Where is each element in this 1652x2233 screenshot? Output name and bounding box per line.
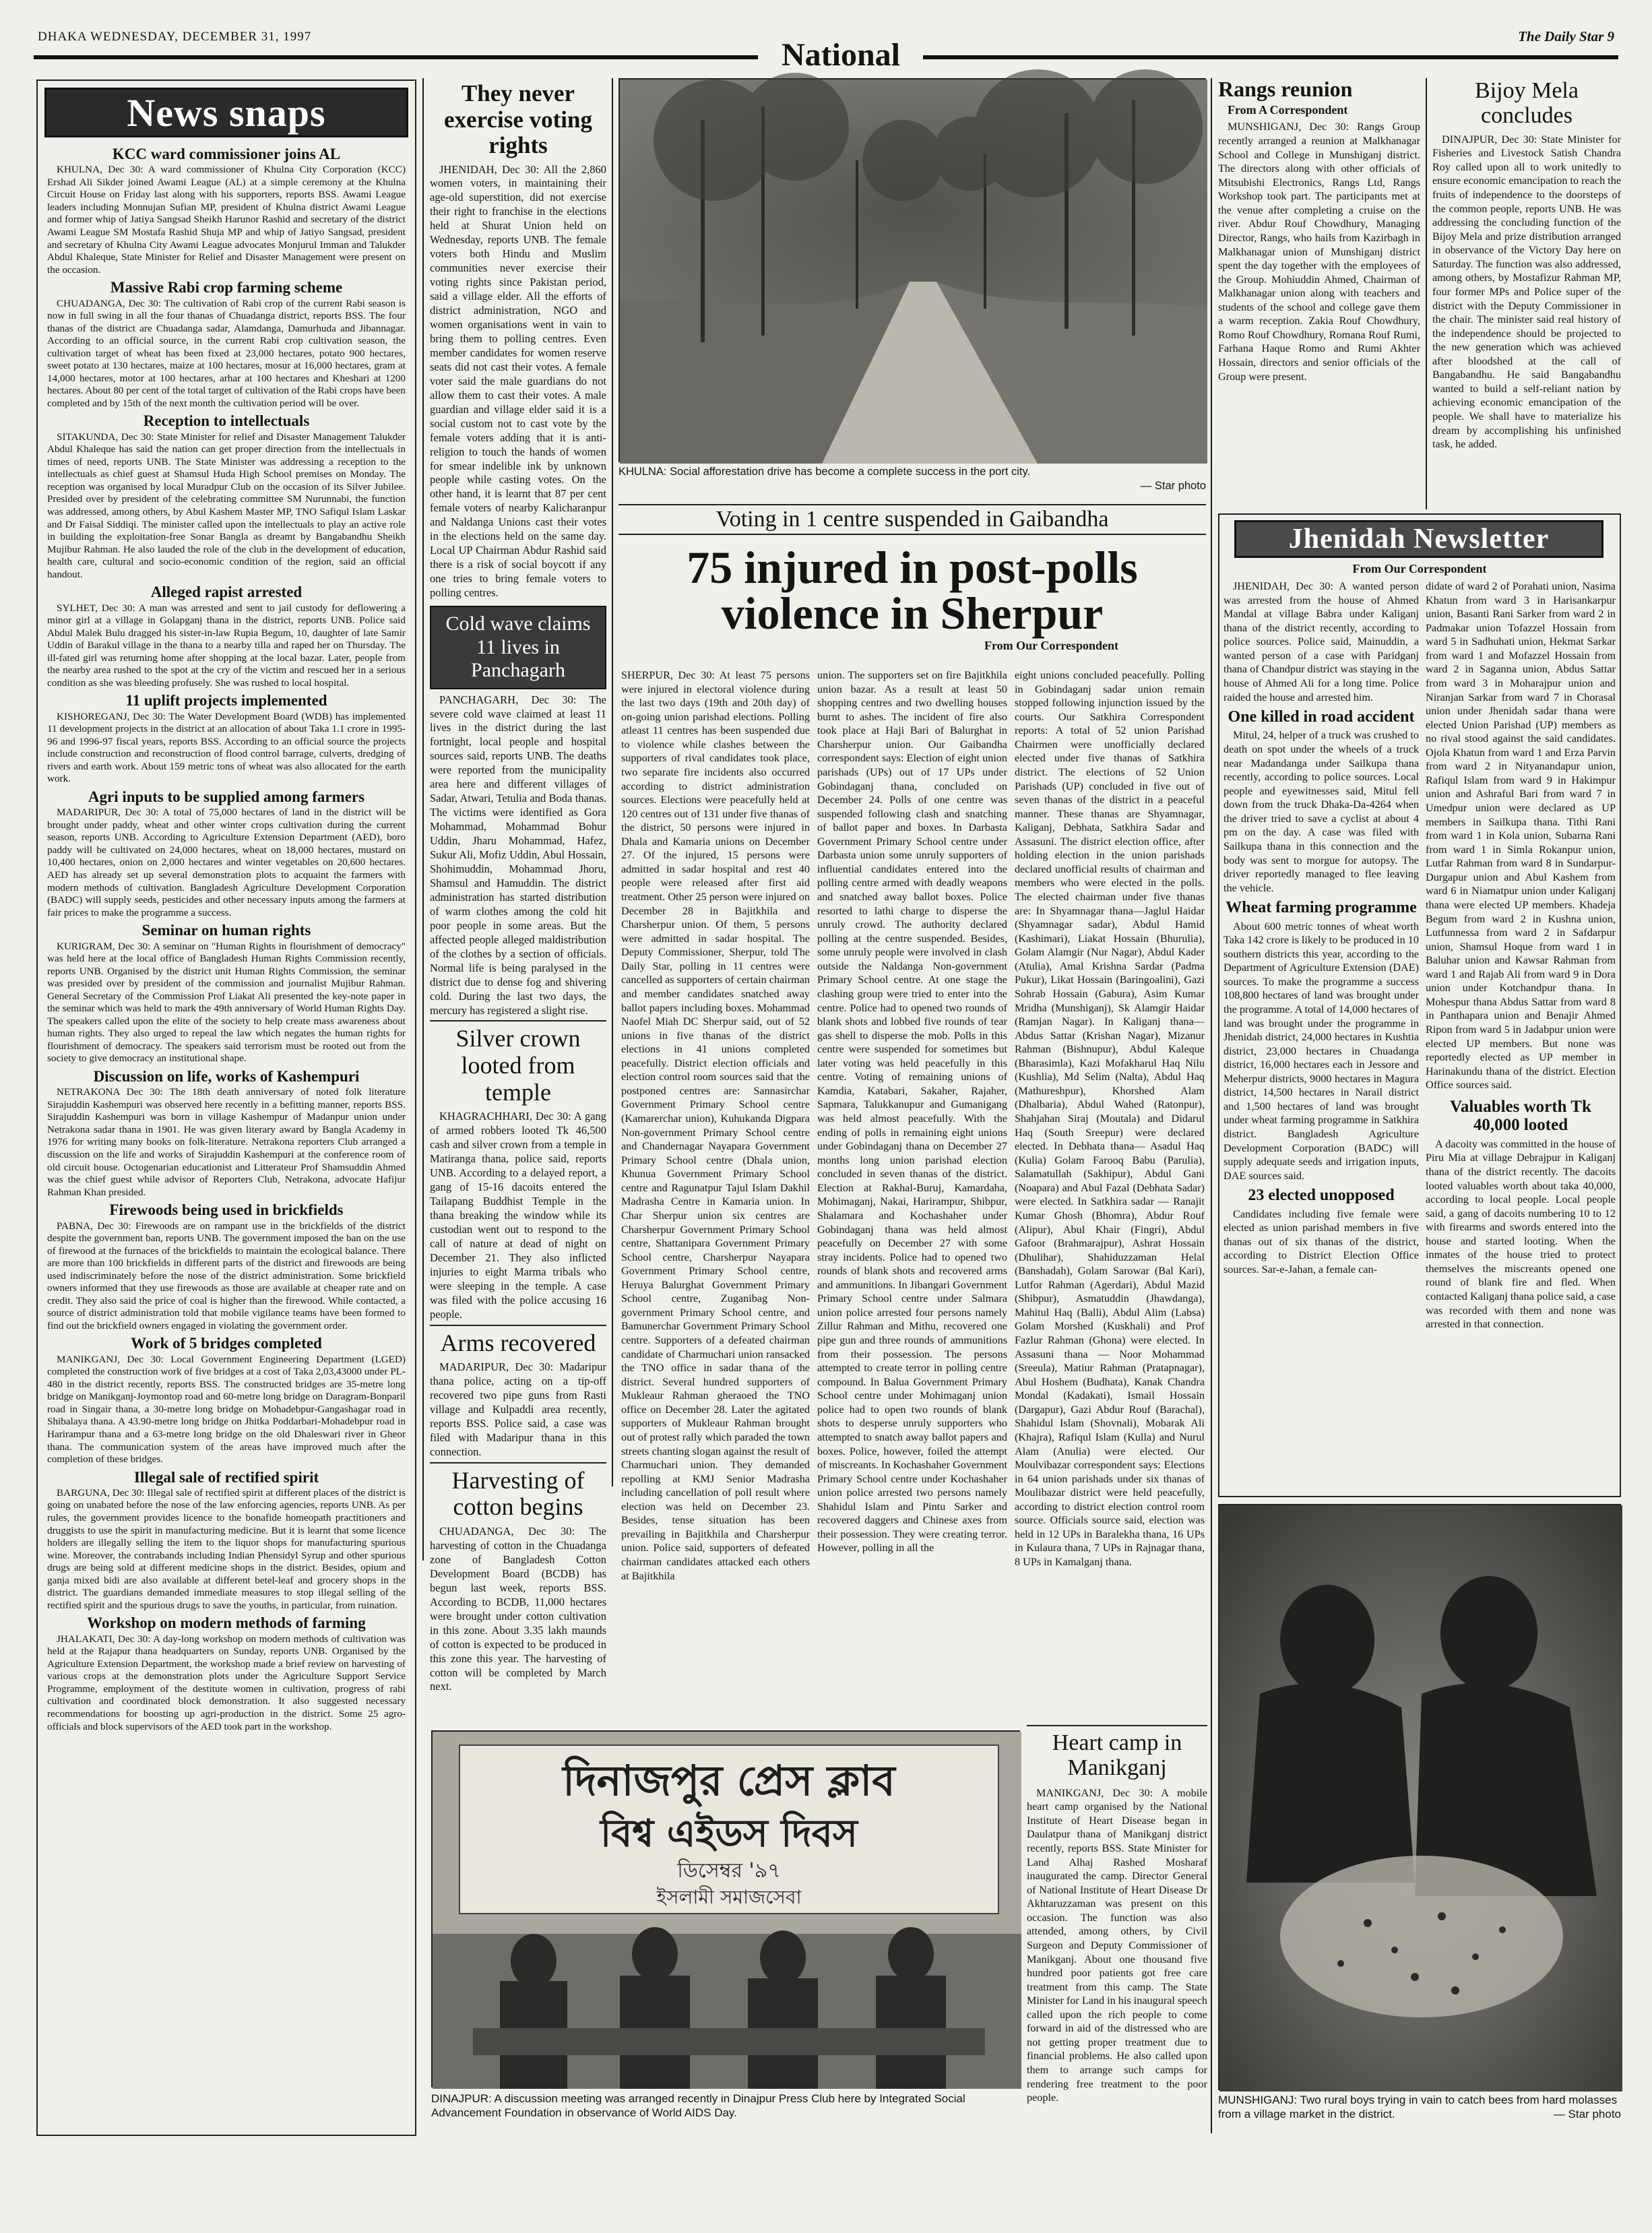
column-rule-1 bbox=[422, 78, 424, 1561]
khulna-photo-image bbox=[620, 80, 1207, 464]
snap-body: SITAKUNDA, Dec 30: State Minister for relief and Disaster Management Talukder Abdul Khaleque has said the nation can get proper direction from the intellectuals in times of need, reports UNB. The State Minister was addressing a reception to the intellectuals as chief guest at Shamsul Huda High School premises on Monday. The reception was organised by local Muradpur Club on the occasion of its Silver Jubilee. Presided over by president of the celebrating committee SM Nurunnabi, the function was addressed, among others, by Abul Kashem Master MP, TNO Safiqul Islam Laskar and Dr Faisal Siddiqi. The minister called upon the intellectuals to play an active role in building the exploitation-free Sonar Bangla as dreamt by Bangabandhu Sheikh Mujibur Rahman. He also lauded the role of the club in the development of education, health care, cultural and socio-economic condition of the region, said an official handout. bbox=[47, 431, 406, 580]
dinajpur-photo bbox=[431, 1730, 1020, 2087]
snap-body: KHULNA, Dec 30: A ward commissioner of Khulna City Corporation (KCC) Ershad Ali Sikder joined Awami League (AL) at a simple ceremony at the Khulna Circuit House on Friday last along with his supporters, reports BSS. Awami League leaders including Monnujan Sufian MP, president of Khulna district Awami League and former whip of Jatiya Sangsad Sheikh Harunor Rashid and secretary of the district Awami League SM Mostafa Rashid Shuja MP and whip of Jatiyo Sangsad, president and secretary of Khulna City Awami League advocates Monjurul Imman and Talukder Abdul Khaleque, State Minister for Relief and Disaster Management were present on the occasion. bbox=[47, 164, 406, 276]
snap-headline: Work of 5 bridges completed bbox=[131, 1335, 322, 1352]
snap-body: KISHOREGANJ, Dec 30: The Water Development Board (WDB) has implemented 11 development projects in the district at an allocation of about Taka 1.1 crore in 1995-96 and 1996-97 fiscal years, reports BSS. According to an official source the projects include construction and reconstruction of flood control barrage, culverts, dredging of rivers and earth work. About 159 metric tons of wheat was also allocated for the earth work. bbox=[47, 710, 406, 785]
masthead-rule-left bbox=[34, 55, 758, 59]
unopposed-headline: 23 elected unopposed bbox=[1248, 1187, 1395, 1205]
column-rule-2 bbox=[612, 78, 613, 1486]
munshiganj-photo bbox=[1218, 1504, 1621, 2090]
snap-headline: Discussion on life, works of Kashempuri bbox=[93, 1067, 360, 1085]
road-accident-body: Mitul, 24, helper of a truck was crushed to death on spot under the wheels of a truck near Madandanga under Sailkupa thana recently, according to police sources. Local people and eyewitnesses said, Mitul fell down from the truck Dhaka-Da-4264 when the driver tried to save a cyclist at about 4 pm on the day. A case was filed with Sailkupa thana in this connection and the body was sent to morgue for autopsy. The driver reportedly managed to flee leaving the vehicle. bbox=[1224, 729, 1419, 894]
snap-body: NETRAKONA Dec 30: The 18th death anniversary of noted folk literature Sirajuddin Kashempuri was observed here recently in a befitting manner, reports BSS. Sirajuddin Kashempuri was born in village Kashempur of Madanpur union under Netrakona sadar thana in 1901. He was given literary award by Bangla Academy in 1976 for writing many books on folk-literature. Netrakona reporters Club arranged a discussion on the life and works of Sirajuddin Kashempuri at the conference room of old circuit house. Octogenarian educationist and Litterateur Prof Shamsuddin Ahmed was the chief guest while advisor of Reporters Club, Netrakona, advocate Hafijur Rahman Khan presided. bbox=[47, 1086, 406, 1198]
khulna-caption bbox=[618, 465, 1206, 493]
valuables-headline: Valuables worth Tk 40,000 looted bbox=[1450, 1097, 1591, 1135]
bijoy-story bbox=[1432, 78, 1621, 509]
snap-body: KURIGRAM, Dec 30: A seminar on "Human Rights in flourishment of democracy" was held here at the local office of Bangladesh Human Rights Commission recently, reports UNB. Organised by the district unit Human Rights Commission, the seminar was presided over by president of the commission and journalist Mujibur Rahman. General Secretary of the Commission Prof Liakat Ali presented the key-note paper in the seminar which was held to mark the 49th anniversary of World Human Rights Day. The speakers called upon the elite of the society to help create mass awareness about human rights. They also urged to repeal the law which negates the human rights for flourishment of democracy. The speakers said terrorism must be rooted out from the society to give democracy an institutional shape. bbox=[47, 940, 406, 1065]
masthead bbox=[34, 27, 1618, 73]
snap-body: CHUADANGA, Dec 30: The cultivation of Rabi crop of the current Rabi season is now in full swing in all the four thanas of Chuadanga district, reports BSS. The four thanas of the district are Chuadanga sadar, Alamdanga, Damurhuda and Jibannagar. According to an official source, in the current Rabi crop cultivation season, the cultivation target of wheat has been fixed at 23,000 hectares, potato 900 hectares, sweet potato at 130 hectares, maize at 100 hectares, mosur at 16,000 hectares, gram at 14,000 hectares, motor at 100 hectares, arhar at 100 hectares and Kheshari at 1200 hectares. About 80 per cent of the total target of cultivation of the Rabi crops have been completed and by 15th of the next month the cultivation period will be over. bbox=[47, 297, 406, 409]
rangs-headline: Rangs reunion bbox=[1218, 77, 1353, 101]
snap-body: MADARIPUR, Dec 30: A total of 75,000 hectares of land in the district will be brought under paddy, wheat and other winter crops cultivation during the current season, reports UNB. According to Agriculture Extension Department (AED), boro paddy will be cultivated on 24,000 hectares, wheat on 18,000 hectares, mustard on 10,400 hectares, onion on 2,000 hectares and winter vegetables on 20,600 hectares. AED has already set up several demonstration plots to acquaint the farmers with modern methods of cultivation. Bangladesh Agriculture Development Corporation (BADC) will supply seeds, pesticides and other necessary inputs among the farmers at fair prices to make the programme a success. bbox=[47, 807, 406, 918]
wheat-body: About 600 metric tonnes of wheat worth Taka 142 crore is likely to be produced in 10 southern districts this year, according to the Department of Agriculture Extension (DAE) sources. To make the programme a success 108,800 hectares of land was brought under the programme. A total of 14,000 hectares of land was brought under the programme in Jhenidah district, 24,000 hectares in Kushtia district, 23,000 hectares in Chuadanga district, 16,000 hectares each in Jessore and Meherpur districts, 9000 hectares in Magura district, 14,500 hectares in Narail district and 1,500 hectares of land was brought under wheat farming programme in Satkhira district. Bangladesh Agriculture Development Corporation (BADC) will supply adequate seeds and irrigation inputs, DAE sources said. bbox=[1224, 920, 1419, 1182]
snap-body: JHALAKATI, Dec 30: A day-long workshop on modern methods of cultivation was held at the Rajapur thana headquarters on Sunday, reports UNB. Organised by the Agriculture Extension Department, the workshop made a brief review on harvesting of various crops at the demonstration plots under the Agriculture Support Service Programme, employment of the destitute women in cultivation, progress of rabi cultivation and coordinated block demonstration. It also suggested necessary recommendations for boosting up agri-production in the district. Some 25 agro-officials and block supervisors of the AED took part in the workshop. bbox=[47, 1633, 406, 1732]
sherpur-byline: From Our Correspondent bbox=[984, 639, 1118, 652]
banner-line-1: দিনাজপুর প্রেস ক্লাব bbox=[563, 1756, 895, 1805]
road-accident-headline: One killed in road accident bbox=[1228, 708, 1415, 726]
heart-camp-story bbox=[1027, 1725, 1207, 2129]
jhenidah-title: Jhenidah Newsletter bbox=[1234, 520, 1603, 558]
arms-body: MADARIPUR, Dec 30: Madaripur thana police, acting on a tip-off recovered two pipe guns from Rasti village and Kulpaddi area recently, reports BSS. Police said, a case was filed with Madaripur thana in this connection. bbox=[430, 1360, 606, 1458]
munshiganj-caption-text: MUNSHIGANJ: Two rural boys trying in vain to catch bees from hard molasses from a village market in the district. bbox=[1218, 2094, 1618, 2121]
banner-line-2: বিশ্ব এইডস দিবস bbox=[600, 1812, 858, 1856]
column-rule-4 bbox=[1426, 78, 1427, 509]
sherpur-header bbox=[618, 504, 1206, 653]
cotton-headline: Harvesting of cotton begins bbox=[430, 1462, 606, 1521]
snap-body: SYLHET, Dec 30: A man was arrested and sent to jail custody for deflowering a minor girl at a village in Golapganj thana in the district, reports UNB. Police said Abdul Malek Bulu dragged his sister-in-law Rupia Begum, 10, daughter of late Samir Uddin of Barakul village in the thana to a nearby tilla and raped her on Thursday. The ill-fated girl was returning home after shopping at the local bazar. Later, people from the nearby area rushed to the spot at the cry of the victim and rescued her in a serious condition as she was bleeding profusely. She was rushed to local hospital. bbox=[47, 602, 406, 689]
rangs-body: MUNSHIGANJ, Dec 30: Rangs Group recently arranged a reunion at Malkhanagar School and College in Munshiganj district. The directors along with other officials of Mitsubishi Electronics, Rangs Ltd, Rangs Workshop took part. The participants met at the venue after completing a cruise on the river. Abdur Rouf Chowdhury, Managing Director, Rangs, who hails from Kazirbagh in Malkhanagar union of Munshiganj district spent the day together with the employees of the Group. Mohiuddin Ahmed, Chairman of Malkhanagar union along with teachers and students of the school and college gave them a warm reception. Zakia Rouf Chowdhury, Romo Rouf Chowdhury, Romana Rouf Rumi, Farhana Haque Romo and Rumi Akhter Hossain, directors and senior officials of the Group were present. bbox=[1218, 121, 1420, 383]
masthead-rule-right bbox=[923, 55, 1618, 59]
khulna-photo-credit: — Star photo bbox=[1140, 479, 1206, 492]
rangs-byline: From A Correspondent bbox=[1228, 102, 1348, 117]
jhenidah-unopposed-continued: didate of ward 2 of Porahati union, Nasima Khatun from ward 3 in Harisankarpur union, Basanti Rani Sarker from ward 2 in Padmakar union Tofazzel Hossain from ward 5 in Sadhuhati union, Hekmat Sarkar from ward 1 and Mofazzel Hossain from ward 2 in Saganna union, Abdus Sattar from ward 3 in Moharajpur union and Niranjan Sarkar from ward 7 in Chorasal union under Jhenidah sadar thana were elected Union Parishad (UP) members as no rival stood against the said candidates. Ojola Khatun from ward 1 and Erza Parvin from ward 2 in Nityanandapur union, Rafiqul Islam from ward 9 in Hakimpur union and Ashraful Bari from ward 7 in Umedpur union were declared as UP members in Sailkupa thana. Tithi Rani from ward 1 in Kola union, Subarna Rani from ward 1 in Simla Rokanpur union, Lutfar Rahman from ward 8 in Sundarpur-Durgapur union and Abul Kashem from ward 6 in Niamatpur union under Kaliganj thana were elected UP members. Khadeja Begum from ward 2 in Kushna union, Lutfunnessa from ward 2 in Safdarpur union, Shamsul Hoque from ward 1 in Baluhar union and Kawsar Rahman from ward 1 and Rajab Ali from ward 9 in Dora union under Kotchandpur thana. In Mohespur thana Abdus Sattar from ward 8 in Panthapara union and Benajir Ahmed Ripon from ward 5 in Jadabpur union were elected UP members. But none was reportedly elected as UP member in Harinakundu thana of the district. Election Office sources said. bbox=[1426, 580, 1616, 1092]
snap-headline: Firewoods being used in brickfields bbox=[109, 1201, 344, 1219]
cotton-body: CHUADANGA, Dec 30: The harvesting of cotton in the Chuadanga zone of Bangladesh Cotton Development Board (BCDB) has begun last week, reports BSS. According to BCDB, 11,000 hectares were brought under cotton cultivation in this zone. About 3.35 lakh maunds of cotton is expected to be produced in this zone this year. The harvesting of cotton will be completed by March next. bbox=[430, 1525, 606, 1693]
cold-wave-box bbox=[430, 606, 606, 689]
masthead-date: DHAKA WEDNESDAY, DECEMBER 31, 1997 bbox=[38, 30, 312, 44]
sherpur-kicker: Voting in 1 centre suspended in Gaibandha bbox=[618, 504, 1206, 535]
snap-headline: Workshop on modern methods of farming bbox=[87, 1614, 366, 1632]
masthead-paper-name: The Daily Star 9 bbox=[1518, 28, 1614, 44]
khulna-caption-text: KHULNA: Social afforestation drive has become a complete success in the port city. bbox=[618, 466, 1031, 478]
snap-body: PABNA, Dec 30: Firewoods are on rampant use in the brickfields of the district despite the government ban, reports UNB. The government imposed the ban on the use of firewood at the furnaces of the brickfields to maintain the ecological balance. There are more than 100 brickfields in different parts of the district and firewoods are being used indiscriminately before the nose of the district administration. Some brickfield owners informed that they use firewoods as those are available at cheaper rate and on credit. They also said the price of coal is higher than the firewood. While contacted, a source of district administration told that mobile vigilance teams have been formed to find out the brickfield owners engaged in violating the government order. bbox=[47, 1220, 406, 1331]
sherpur-headline: 75 injured in post-polls violence in Sherpur bbox=[687, 542, 1138, 639]
wheat-headline: Wheat farming programme bbox=[1226, 899, 1417, 917]
news-snaps-column bbox=[47, 143, 406, 2131]
snap-headline: 11 uplift projects implemented bbox=[125, 692, 327, 710]
silver-crown-body: KHAGRACHHARI, Dec 30: A gang of armed robbers looted Tk 46,500 cash and silver crown from a temple in Matiranga thana, police said, reports UNB. According to a delayed report, a gang of 15-16 dacoits entered the Tailapang Buddhist Temple in the thana breaking the window while its custodian went out to respond to the call of nature at dead of night on December 21. They also inflicted injuries to eight Marma tribals who were sleeping in the temple. A case was filed with the police accusing 16 people. bbox=[430, 1110, 606, 1321]
voting-rights-body: JHENIDAH, Dec 30: All the 2,860 women voters, in maintaining their age-old superstition, did not exercise their right to franchise in the elections held at Shurat Union held on Wednesday, reports UNB. The female voters both Hindu and Muslim communities never exercise their voting rights since Pakistan period, said a village elder. All the efforts of district administration, NGO and women organisations went in vain to bring them to polling centres. Even member candidates for women reserve seats did not cast their votes. A female voter said the male guardians do not allow them to cast their votes. A male guardian and village elder said it is a social custom not to cast vote by the female voters adding that it is anti-religion to touch the hands of women for smear indelible ink by unknown people while casting votes. On the other hand, it is learnt that 87 per cent female voters of nearby Kalicharanpur and Naldanga Unions cast their votes in the elections held on the same day. Local UP Chairman Abdur Rashid said there is a risk of social boycott if any one tries to bring female voters to polling centres. bbox=[430, 162, 606, 600]
bijoy-headline: Bijoy Mela concludes bbox=[1475, 78, 1579, 129]
snap-headline: KCC ward commissioner joins AL bbox=[112, 146, 341, 162]
snap-headline: Reception to intellectuals bbox=[143, 412, 310, 430]
heart-camp-body: MANIKGANJ, Dec 30: A mobile heart camp organised by the National Institute of Heart Disease began in Daulatpur thana of Manikganj district recently, reports BSS. State Minister for Land Alhaj Rashed Mosharaf inaugurated the camp. Director General of National Institute of Heart Disease Dr Akhtaruzzaman was present on this occasion. The function was also attended, among others, by Civil Surgeon and Deputy Commissioner of Manikganj. About one thousand five hundred poor patients got free care treatment from this camp. The State Minister for Land in his inaugural speech called upon the rich people to come forward in aid of the distressed who are not getting proper treatment due to financial problems. He also called upon them to arrange such camps for rendering free treatment to the poor people. bbox=[1027, 1786, 1207, 2104]
column-rule-3 bbox=[1211, 78, 1212, 2133]
jhenidah-byline: From Our Correspondent bbox=[1352, 562, 1487, 575]
munshiganj-photo-credit: — Star photo bbox=[1553, 2108, 1621, 2121]
jhenidah-arrest-body: JHENIDAH, Dec 30: A wanted person was arrested from the house of Ahmed Mandal at village Babra under Kaliganj thana of the district recently, according to police sources. Police said, Mainuddin, a wanted person of a case with Paridganj thana of Chandpur district was staying in the house of Ahmed Ali for a long time. Police raided the house and arrested him. bbox=[1224, 580, 1419, 703]
section-title: National bbox=[781, 37, 900, 73]
banner-line-3: ডিসেম্বর '৯৭ bbox=[677, 1859, 781, 1883]
rangs-story bbox=[1218, 78, 1420, 509]
cold-wave-headline: Cold wave claims 11 lives in Panchagarh bbox=[445, 612, 591, 682]
snap-body: BARGUNA, Dec 30: Illegal sale of rectified spirit at different places of the district is going on unabated before the nose of the law enforcing agencies, reports UNB. As per rules, the government provides licence to the bonafide homeopath practitioners and druggists to use the spirit in manufacturing medicine. But it is learnt that some licence holders are illegally selling the item to the liquor shops for manufacturing spurious wine. Moreover, the contrabands including Indian Phensidyl Syrup and other spurious drugs are being sold at different medicine shops in the district. Besides, opium and ganja mixed bidi are also available at different betel-leaf and grocery shops in the district. The guardians demanded immediate measures to stop illegal selling of the rectified spirit and the spurious drugs to save the youths, in particular, from ruination. bbox=[47, 1486, 406, 1611]
cold-wave-body: PANCHAGARH, Dec 30: The severe cold wave claimed at least 11 lives in the district during the last fortnight, local people and hospital sources said, reports UNB. The deaths were reported from the municipality area here and different villages of Sadar, Atwari, Tetulia and Boda thanas. The victims were identified as Gora Mohammad, Mohammad Bohur Uddin, Jharu Mohammad, Hafez, Sukur Ali, Mofiz Uddin, Abul Hossain, Shohimuddin, Mohammad Jhoru, Shamsul and Hamuddin. The district administration has started distribution of warm clothes among the cold hit poor people in some areas. But the affected people alleged maldistribution of the clothes by a section of officials. Normal life is being paralysed in the district due to dense fog and shivering cold. During the last two days, the mercury has registered a slight rise. bbox=[430, 693, 606, 1017]
snap-headline: Alleged rapist arrested bbox=[150, 584, 303, 601]
dinajpur-caption: DINAJPUR: A discussion meeting was arranged recently in Dinajpur Press Club here by Integrated Social Advancement Foundation in observance of World AIDS Day. bbox=[431, 2092, 965, 2120]
sherpur-col-3: eight unions concluded peacefully. Polling in Gobindaganj sadar union remain stopped following injunction issued by the courts. Our Satkhira Correspondent reports: A total of 52 union Parishad Chairmen were unofficially declared elected under five thanas of Satkhira district. The elections of 52 Union Parishads (UP) concluded in five out of seven thanas of the district in a peaceful manner. These thanas are Shyamnagar, Kaliganj, Debhata, Satkhira Sadar and Assasuni. The district election office, after holding election in the union parishads declared unofficial results of chairman and members who were elected in the polls. The elected chairman under five thanas are: In Shyamnagar thana—Jaglul Haidar (Shyamnagar sadar), Abdul Hamid (Kashimari), Liakat Hossain (Bhurulia), Golam Alamgir (Nur Nagar), Abdul Kader (Atulia), Amal Krishna Sardar (Padma Pukur), Likat Hossain (Baringoalini), Gazi Sohrab Hossain (Gabura), Asim Kumar Mridha (Munshiganj), Sk Alamgir Haidar (Ramjan Nagar). In Kaliganj thana— Abdus Sattar (Krishan Nagar), Mizanur Rahman (Bishnupur), Abdul Kaleque (Bharasimla), Kazi Mofakharul Haq Nilu (Kushlia), Md Selim (Nalta), Abdul Haq (Mathureshpur), Khorshed Alam (Dhalbaria), Abdul Wahed (Ratonpur), Shahjahan Siraj (Moutala) and Didarul Haq (South Sreepur) were declared elected. In Debhata thana— Asadul Haq (Kulia) Golam Farooq Babu (Parulia), Salamatullah (Sakhipur), Abdul Gani (Noapara) and Abul Fazal (Debhata Sadar) were elected. In Satkhira sadar — Ranajit Kumar Ghosh (Bhomra), Abdur Rouf (Alipur), Abul Khair (Fingri), Abdul Gafoor (Brahmarajpur), Ashrat Hossain (Dhulihar), Shahiduzzaman Helal (Banshadah), Golam Sarowar (Bal Kari), Lutfor Rahman (Agerdari), Abdul Mazid (Shibpur), Asmatuddin (Jhawdanga), Mahitul Haq (Balli), Abdul Alim (Labsa) Golam Morshed (Kuskhali) and Prof Fazlur Rahman (Ghona) were elected. In Assasuni thana — Noor Mohammad (Sreeula), Matiur Rahman (Pratapnagar), Abul Hoshem (Budhata), Kanak Chandra Mondal (Kadakati), Ismail Hossain (Dargapur), Gazi Abdur Rouf (Barachal), Shahidul Islam (Shovnali), Mobarak Ali (Khajra), Rafiqul Islam (Kulla) and Nurul Alam (Anulia) were elected. Our Moulvibazar correspondent says: Elections in 64 union parishads under six thanas of Moulibazar district were held peacefully, according to district election control room source. Officials source said, election was held in 12 UPs in Baralekha thana, 16 UPs in Kulaura thana, 7 UPs in Rajnagar thana, 8 UPs in Kamalganj thana. bbox=[1015, 669, 1205, 1568]
snap-headline: Illegal sale of rectified spirit bbox=[133, 1468, 319, 1486]
snap-headline: Massive Rabi crop farming scheme bbox=[110, 279, 343, 296]
unopposed-body: Candidates including five female were elected as union parishad members in five thanas out of six thanas of the district, according to District Election Office sources. Sar-e-Jahan, a female can- bbox=[1224, 1207, 1419, 1276]
munshiganj-photo-image bbox=[1219, 1505, 1622, 2092]
khulna-photo bbox=[618, 78, 1206, 462]
news-snaps-title: News snaps bbox=[44, 88, 408, 137]
bijoy-body: DINAJPUR, Dec 30: State Minister for Fisheries and Livestock Satish Chandra Roy called upon all to work unitedly to ensure economic emancipation to reach the fruits of independence to the doorsteps of the common people, reports UNB. He was addressing the concluding function of the Bijoy Mela and prize distribution arranged in observance of the Victory Day here on Saturday. The function was also addressed, among others, by Mostafizur Rahman MP, four former MPs and Police super of the district with the Deputy Commissioner in the chair. The minister said real history of the independence should be projected to the new generation which was achieved after bloodshed at the call of Bangabandhu. He said Bangabandhu wanted to build a self-reliant nation by achieving economic emancipation of the people. We shall have to materialize his dream by accomplishing his unfinished task, he added. bbox=[1432, 133, 1622, 451]
banner-line-4: ইসলামী সমাজসেবা bbox=[656, 1886, 802, 1908]
jhenidah-col-1 bbox=[1224, 579, 1419, 1492]
sherpur-col-2: union. The supporters set on fire Bajitkhila union bazar. As a result at least 50 shopping centres and two dwelling houses burnt to ashes. The incident of fire also took place at Haji Bari of Balurghat in Charsherpur union. Our Gaibandha correspondent says: Election of eight union parishads (UPs) out of 17 UPs under Gobindaganj thana, concluded on December 24. Polls of one centre was suspended following clash and snatching of ballot paper and boxes. In Darbasta Government Primary School centre under Darbasta union some unruly supporters of influential candidates entered into the polling centre armed with deadly weapons and snatched away ballot boxes. Police resorted to lathi charge to disperse the unruly crowd. The authority declared polling at the centre suspended. Besides, some unruly people were involved in clash outside the Naldanga Non-government Primary School centre. At one stage the clashing group were tried to enter into the centre. Police had to opened two rounds of blank shots and lobbed five rounds of tear gas shell to disperse the mob. Polls in this centre were suspended for sometimes but later voting was held peacefully in this centre. Voting of remaining unions of Kamdia, Katabari, Sakaher, Rajaher, Sapmara, Talukkanupur and Gumanigang was held almost peacefully. With the ending of polls in remaining eight unions under Gobindaganj thana on December 27 months long union parishad election concluded in seven thanas of the district. Election at Rakhal-Buruj, Kamardaha, Mohimaganj, Nakai, Harirampur, Shibpur, Shalamara and Kochashaher under Gobindaganj thana was held almost peacefully on December 27 with some stray incidents. Police had to opened two rounds of blank shots and recovered arms and ammunitions. In Jibangari Government Primary School centre under Salmara union police arrested four persons namely Zillur Rahman and Mithu, recovered one pipe gun and three rounds of ammunitions from their possession. The persons attempted to create terror in polling centre compound. In Balua Government Primary School centre under Mohimaganj union police had to open two rounds of blank shots to desperse unruly supporters who attempted to snatch away ballot papers and boxes. Police, however, foiled the attempt of miscreants. In Kochashaher Government Primary School centre under Kochashaher union police arrested two persons namely Shahidul Islam and Pintu Sarker and recovered daggers and Chinese axes from their possession. They were creating terror. However, polling in all the bbox=[817, 669, 1007, 1554]
heart-camp-headline: Heart camp in Manikganj bbox=[1052, 1730, 1182, 1781]
voting-rights-headline: They never exercise voting rights bbox=[444, 80, 592, 158]
arms-headline: Arms recovered bbox=[430, 1325, 606, 1357]
snap-body: MANIKGANJ, Dec 30: Local Government Engineering Department (LGED) completed the construction work of five bridges at a cost of Taka 2,03,43000 under PL-480 in the district recently, reports BSS. The constructed bridges are 35-metre long bridge on Manikganj-Joymontop road and 60-metre long bridge on Daragram-Bonparil road in Singair thana, a 30-metre long bridge on Mohadebpur-Gangashagar road in Shibalaya thana. A 43.90-metre long bridge on Jhitka Poddarbari-Mohadebpur road in Harirampur thana and a 63-metre long bridge on the old Dhaleswari river in Gheor thana. The communication system of the areas have improved much after the completion of these bridges. bbox=[47, 1353, 406, 1466]
munshiganj-caption bbox=[1218, 2093, 1621, 2122]
jhenidah-col-2 bbox=[1426, 579, 1616, 1492]
silver-crown-headline: Silver crown looted from temple bbox=[430, 1020, 606, 1106]
sherpur-col-1: SHERPUR, Dec 30: At least 75 persons were injured in electoral violence during the last two days (19th and 20th day) of on-going union parishad elections. Polling atleast 11 centres has been suspended due to violence while clashes between the supporters of rival candidates took place, two separate fire incidents also occurred according to district administration sources. Elections were peacefully held at 120 centres out of 131 under five thanas of the district, 50 persons were injured in Dhala and Kamaria unions on December 27. Of the injured, 15 persons were admitted in sadar hospital and rest 40 people were released after first aid treatment. Other 25 person were injured on December 28 in Bajitkhila and Charsherpur union. Of them, 5 persons were admitted in sadar hospital. The Deputy Commissioner, Sherpur, told The Daily Star, polling in 11 centres were cancelled as supporters of certain chairman and member candidates snatched away ballot papers including boxes. Mohammad Naofel Miah DC Sherpur said, out of 52 unions in five thanas of the district elections in 41 unions completed peacefully. District election officials and election control room sources said that the postponed centres are: Sannasirchar Government Primary School centre (Kamarerchar union), Kuhukanda Digpara Non-government Primary School centre and Chandernagar Nayapara Government Primary School centre (Dhala union, Khunua Government Primary School centre and Ragunatpur Tajul Islam Dakhil Madrasha Centre in Kamaria union. In Char Sherpur union six centres are Charsherpur Government Primary School centre, Shattanipara Government Primary School centre, Charsherpur Nayapara Government Primary School centre, Heruya Balurghat Government Primary School centre, Zuganibag Non-government Primary School centre, and Bamunerchar Government Primary School centre. Supporters of a defeated chairman candidate of Charmuchari union ransacked the TNO office in sadar thana of the district. Several hundred supporters of Mukleaur Rahman gheraoed the TNO office on December 28. Later the agitated supporters of Mukleaur Rahman brought out of protest rally which paraded the town streets chanting slogan against the result of Charmuchari union. They demanded repolling at KMJ Senior Madrasha including cancellation of poll result where election was held on December 23. Besides, tense situation has been prevailing in Bajitkhila and Charsherpur union. Police said, supporters of defeated chairman candidates attacked each others at Bajitkhila bbox=[621, 669, 811, 1582]
column-two bbox=[430, 78, 606, 1693]
snap-headline: Seminar on human rights bbox=[141, 922, 311, 939]
snap-headline: Agri inputs to be supplied among farmers bbox=[88, 788, 365, 805]
valuables-body: A dacoity was committed in the house of Piru Mia at village Debrajpur in Kaliganj thana of the district recently. The dacoits looted valuables worth about taka 40,000, according to local people. Local people said, a gang of dacoits numbering 10 to 12 with firearms and swords entered into the house and started looting. When the inmates of the house tried to protect themselves the miscreants opened one round of blank fire and fled. When contacted Kaliganj thana police said, a case was recorded with them and none was arrested in that connection. bbox=[1426, 1137, 1616, 1331]
